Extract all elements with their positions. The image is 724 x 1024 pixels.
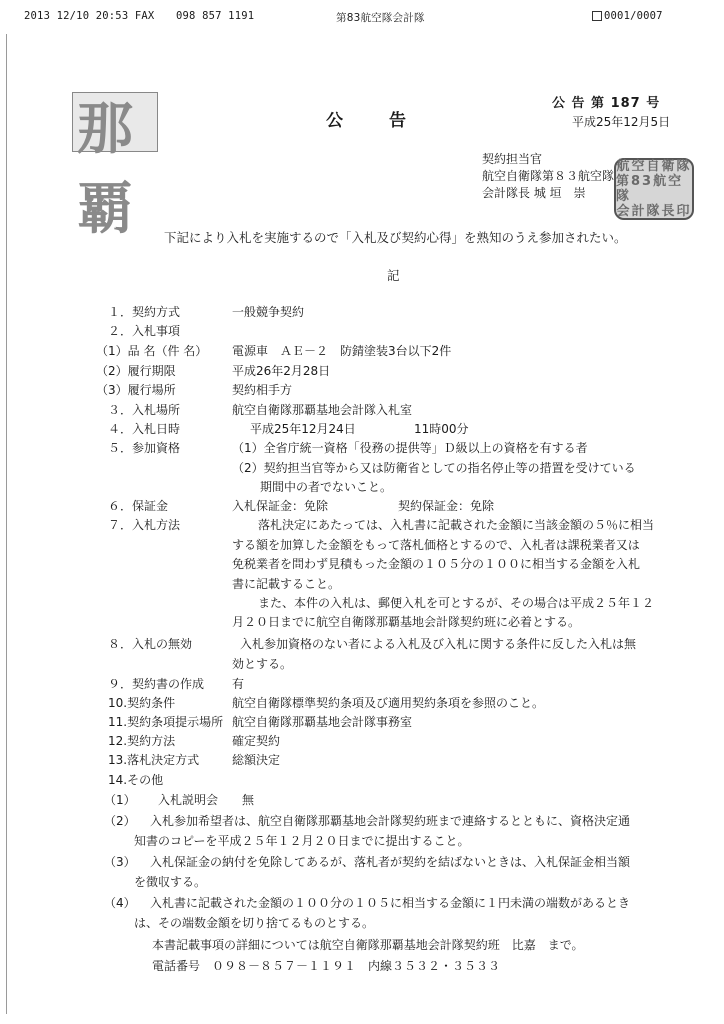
notice-number: 公 告 第 187 号: [552, 96, 661, 111]
item-9-value: 有: [232, 677, 245, 691]
item-2-3-label: （3）履行場所: [96, 383, 176, 397]
item-14-2-line-1: 入札参加希望者は、航空自衛隊那覇基地会計隊契約班まで連絡するとともに、資格決定通: [150, 814, 631, 828]
item-8-line-2: 効とする。: [232, 657, 293, 671]
item-2-1-value: 電源車 ＡＥ－２ 防錆塗装3台以下2件: [232, 344, 452, 358]
item-5-q1: （1）全省庁統一資格「役務の提供等」Ｄ級以上の資格を有する者: [232, 441, 588, 455]
item-12-value: 確定契約: [232, 734, 281, 748]
item-5-label: ５．参加資格: [108, 441, 181, 455]
item-7-label: ７．入札方法: [108, 518, 181, 532]
fax-number: 098 857 1191: [176, 10, 255, 22]
fax-icon: [592, 11, 602, 21]
item-2-2-label: （2）履行期限: [96, 364, 176, 378]
item-13-value: 総額決定: [232, 753, 281, 767]
fax-sender: 第83航空隊会計隊: [336, 12, 425, 24]
item-9-label: ９．契約書の作成: [108, 677, 205, 691]
item-1-value: 一般競争契約: [232, 305, 305, 319]
item-14-3-num: （3）: [104, 855, 136, 869]
item-7-line-1: 落札決定にあたっては、入札書に記載された金額に当該金額の５％に相当: [258, 518, 655, 532]
item-6-bid-deposit: 入札保証金：免除: [232, 499, 329, 513]
item-8-line-1: 入札参加資格のない者による入札及び入札に関する条件に反した入札は無: [240, 637, 637, 651]
item-14-1-text: 入札説明会 無: [158, 793, 255, 807]
item-2-2-value: 平成26年2月28日: [232, 364, 331, 378]
officer-name: 会計隊長 城 垣 崇: [482, 186, 586, 200]
item-1-label: １．契約方式: [108, 305, 181, 319]
item-5-q2a: （2）契約担当官等から又は防衛省としての指名停止等の措置を受けている: [232, 461, 636, 475]
item-11-value: 航空自衛隊那覇基地会計隊事務室: [232, 715, 413, 729]
intro-text: 下記により入札を実施するので「入札及び契約心得」を熟知のうえ参加されたい。: [164, 230, 627, 245]
item-3-label: ３．入札場所: [108, 403, 181, 417]
item-14-1-num: （1）: [104, 793, 136, 807]
item-4-time: 11時00分: [414, 422, 469, 436]
item-7-line-5: また、本件の入札は、郵便入札を可とするが、その場合は平成２５年１２: [258, 596, 655, 610]
official-seal: 航空自衛隊 第83航空隊 会計隊長印: [614, 158, 694, 220]
item-14-label: 14.その他: [108, 773, 164, 787]
item-13-label: 13.落札決定方式: [108, 753, 200, 767]
item-14-4-num: （4）: [104, 896, 136, 910]
item-5-q2b: 期間中の者でないこと。: [260, 480, 393, 494]
item-7-line-4: 書に記載すること。: [232, 577, 341, 591]
item-2-1-label: （1）品 名（件 名）: [96, 344, 208, 358]
item-8-label: ８．入札の無効: [108, 637, 193, 651]
item-4-date: 平成25年12月24日: [250, 422, 356, 436]
item-11-label: 11.契約条項提示場所: [108, 715, 224, 729]
fax-datetime: 2013 12/10 20:53 FAX: [24, 10, 155, 22]
item-14-3-line-1: 入札保証金の納付を免除してあるが、落札者が契約を結ばないときは、入札保証金相当額: [150, 855, 631, 869]
officer-unit: 航空自衛隊第８３航空隊: [482, 169, 615, 183]
stamp-text: 那覇: [77, 97, 125, 242]
item-6-label: ６．保証金: [108, 499, 169, 513]
item-14-3-line-2: を徴収する。: [134, 875, 207, 889]
page-title: 公 告: [326, 111, 410, 131]
receipt-stamp: [72, 92, 158, 242]
item-7-line-6: 月２０日までに航空自衛隊那覇基地会計隊契約班に必着とする。: [232, 615, 581, 629]
notice-date: 平成25年12月5日: [572, 115, 671, 129]
item-14-4-line-1: 入札書に記載された金額の１００分の１０５に相当する金額に１円未満の端数があるとき: [150, 896, 631, 910]
fax-page-number: 0001/0007: [604, 10, 663, 22]
item-10-label: 10.契約条件: [108, 696, 176, 710]
fax-page-counter: [592, 10, 663, 22]
item-14-2-num: （2）: [104, 814, 136, 828]
ki-heading: 記: [387, 268, 400, 283]
item-10-value: 航空自衛隊標準契約条項及び適用契約条項を参照のこと。: [232, 696, 545, 710]
item-4-label: ４．入札日時: [108, 422, 181, 436]
item-14-2-line-2: 知書のコピーを平成２５年１２月２０日までに提出すること。: [134, 834, 470, 848]
item-6-contract-deposit: 契約保証金：免除: [398, 499, 495, 513]
contact-note: 本書記載事項の詳細については航空自衛隊那覇基地会計隊契約班 比嘉 まで。: [152, 938, 584, 952]
item-12-label: 12.契約方法: [108, 734, 176, 748]
item-2-3-value: 契約相手方: [232, 383, 293, 397]
item-3-value: 航空自衛隊那覇基地会計隊入札室: [232, 403, 413, 417]
item-2-label: ２．入札事項: [108, 324, 181, 338]
item-14-4-line-2: は、その端数金額を切り捨てるものとする。: [134, 916, 375, 930]
item-7-line-2: する額を加算した金額をもって落札価格とするので、入札者は課税業者又は: [232, 538, 640, 552]
phone-line: 電話番号 ０９８－８５７－１１９１ 内線３５３２・３５３３: [152, 959, 501, 973]
officer-title: 契約担当官: [482, 152, 543, 166]
item-7-line-3: 免税業者を問わず見積もった金額の１０５分の１００に相当する金額を入札: [232, 557, 641, 571]
scan-edge-line: [6, 34, 7, 1014]
